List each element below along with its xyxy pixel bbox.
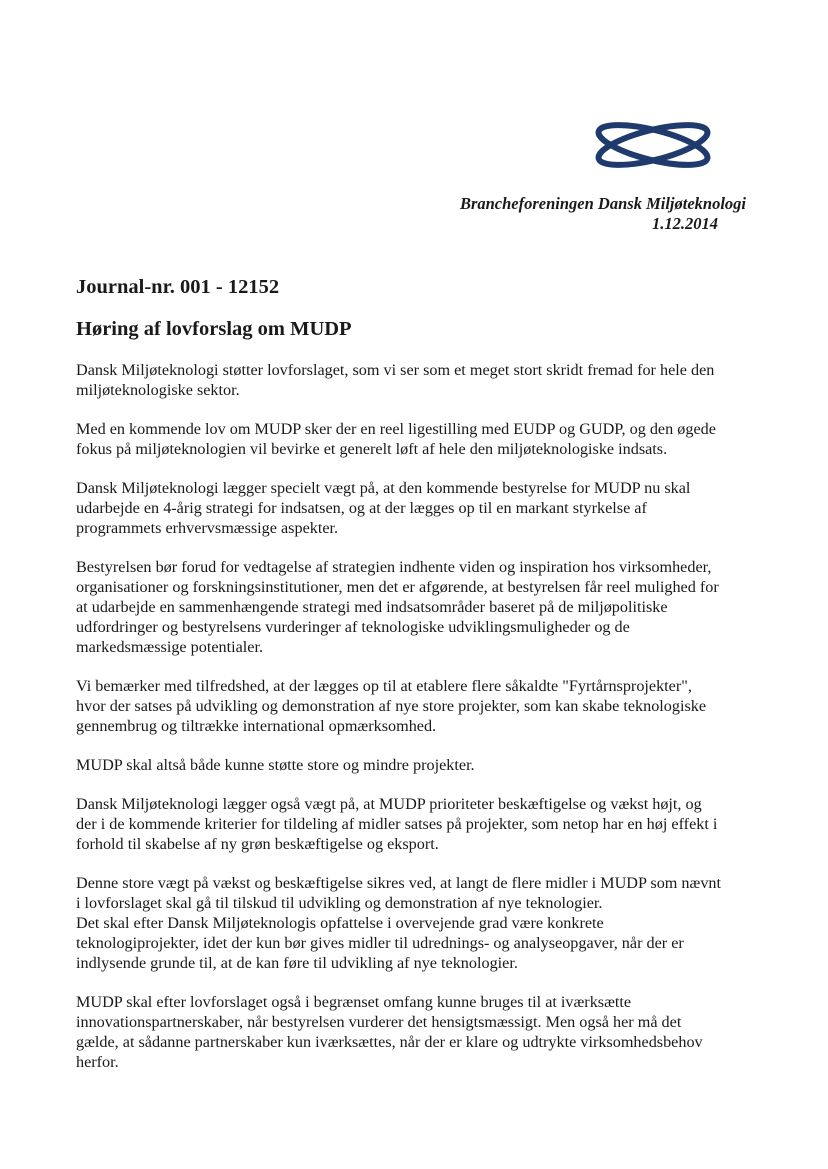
paragraph-line: Bestyrelsen bør forud for vedtagelse af strategien indhente viden og inspiration hos virksomheder,: [76, 558, 712, 576]
paragraph-line: herfor.: [76, 1053, 119, 1071]
body-paragraph: [76, 794, 748, 854]
paragraph-line: Dansk Miljøteknologi støtter lovforslaget, som vi ser som et meget stort skridt fremad for hele den: [76, 361, 715, 379]
paragraph-line: Dansk Miljøteknologi lægger specielt vægt på, at den kommende bestyrelse for MUDP nu skal: [76, 479, 691, 497]
organization-name: Brancheforeningen Dansk Miljøteknologi: [459, 194, 746, 213]
paragraph-line: miljøteknologiske sektor.: [76, 381, 240, 399]
paragraph-line: fokus på miljøteknologien vil bevirke et generelt løft af hele den miljøteknologiske indsats.: [76, 440, 668, 458]
paragraph-line: organisationer og forskningsinstitutioner, men det er afgørende, at bestyrelsen får reel mulighed for: [76, 578, 719, 596]
page-title: Høring af lovforslag om MUDP: [76, 318, 352, 340]
paragraph-line: hvor der satses på udvikling og demonstration af nye store projekter, som kan skabe teknologiske: [76, 697, 707, 715]
atom-orbit-logo-icon: [590, 112, 716, 178]
paragraph-line: MUDP skal altså både kunne støtte store og mindre projekter.: [76, 756, 475, 774]
letterhead: [460, 194, 746, 234]
paragraph-line: gennembrug og tiltrække international opmærksomhed.: [76, 717, 437, 735]
paragraph-line: Vi bemærker med tilfredshed, at der lægges op til at etablere flere såkaldte "Fyrtårnsprojekter",: [76, 677, 692, 695]
body-paragraph: [76, 360, 748, 400]
paragraph-line: teknologiprojekter, idet der kun bør gives midler til udrednings- og analyseopgaver, når der er: [76, 934, 684, 952]
paragraph-line: udfordringer og bestyrelsens vurderinger af teknologiske udviklingsmuligheder og de: [76, 618, 630, 636]
paragraph-line: programmets erhvervsmæssige aspekter.: [76, 519, 339, 537]
paragraph-line: forhold til skabelse af ny grøn beskæftigelse og eksport.: [76, 835, 439, 853]
paragraph-line: indlysende grunde til, at de kan føre til udvikling af nye teknologier.: [76, 954, 518, 972]
journal-number: Journal-nr. 001 - 12152: [76, 276, 280, 298]
paragraph-line: at udarbejde en sammenhængende strategi med indsatsområder baseret på de miljøpolitiske: [76, 598, 668, 616]
body-paragraph: [76, 478, 748, 538]
body-paragraph: [76, 676, 748, 736]
body-paragraph: [76, 873, 748, 973]
paragraph-line: MUDP skal efter lovforslaget også i begrænset omfang kunne bruges til at iværksætte: [76, 993, 632, 1011]
body-paragraph: [76, 755, 748, 775]
paragraph-line: der i de kommende kriterier for tildeling af midler satses på projekter, som netop har en høj effekt i: [76, 815, 718, 833]
paragraph-line: gælde, at sådanne partnerskaber kun iværksættes, når der er klare og udtrykte virksomhedsbehov: [76, 1033, 703, 1051]
paragraph-line: Denne store vægt på vækst og beskæftigelse sikres ved, at langt de flere midler i MUDP som nævnt: [76, 874, 722, 892]
paragraph-line: i lovforslaget skal gå til tilskud til udvikling og demonstration af nye teknologier.: [76, 894, 603, 912]
paragraph-line: udarbejde en 4-årig strategi for indsatsen, og at der lægges op til en markant styrkelse af: [76, 499, 647, 517]
paragraph-line: Det skal efter Dansk Miljøteknologis opfattelse i overvejende grad være konkrete: [76, 914, 604, 932]
paragraph-line: innovationspartnerskaber, når bestyrelsen vurderer det hensigtsmæssigt. Men også her må det: [76, 1013, 682, 1031]
body-paragraph: [76, 419, 748, 459]
paragraph-line: markedsmæssige potentialer.: [76, 638, 264, 656]
letter-body: [76, 360, 748, 1091]
letter-date: 1.12.2014: [652, 214, 718, 233]
paragraph-line: Dansk Miljøteknologi lægger også vægt på, at MUDP prioriteter beskæftigelse og vækst højt, og: [76, 795, 702, 813]
body-paragraph: [76, 557, 748, 657]
body-paragraph: [76, 992, 748, 1072]
paragraph-line: Med en kommende lov om MUDP sker der en reel ligestilling med EUDP og GUDP, og den øgede: [76, 420, 716, 438]
